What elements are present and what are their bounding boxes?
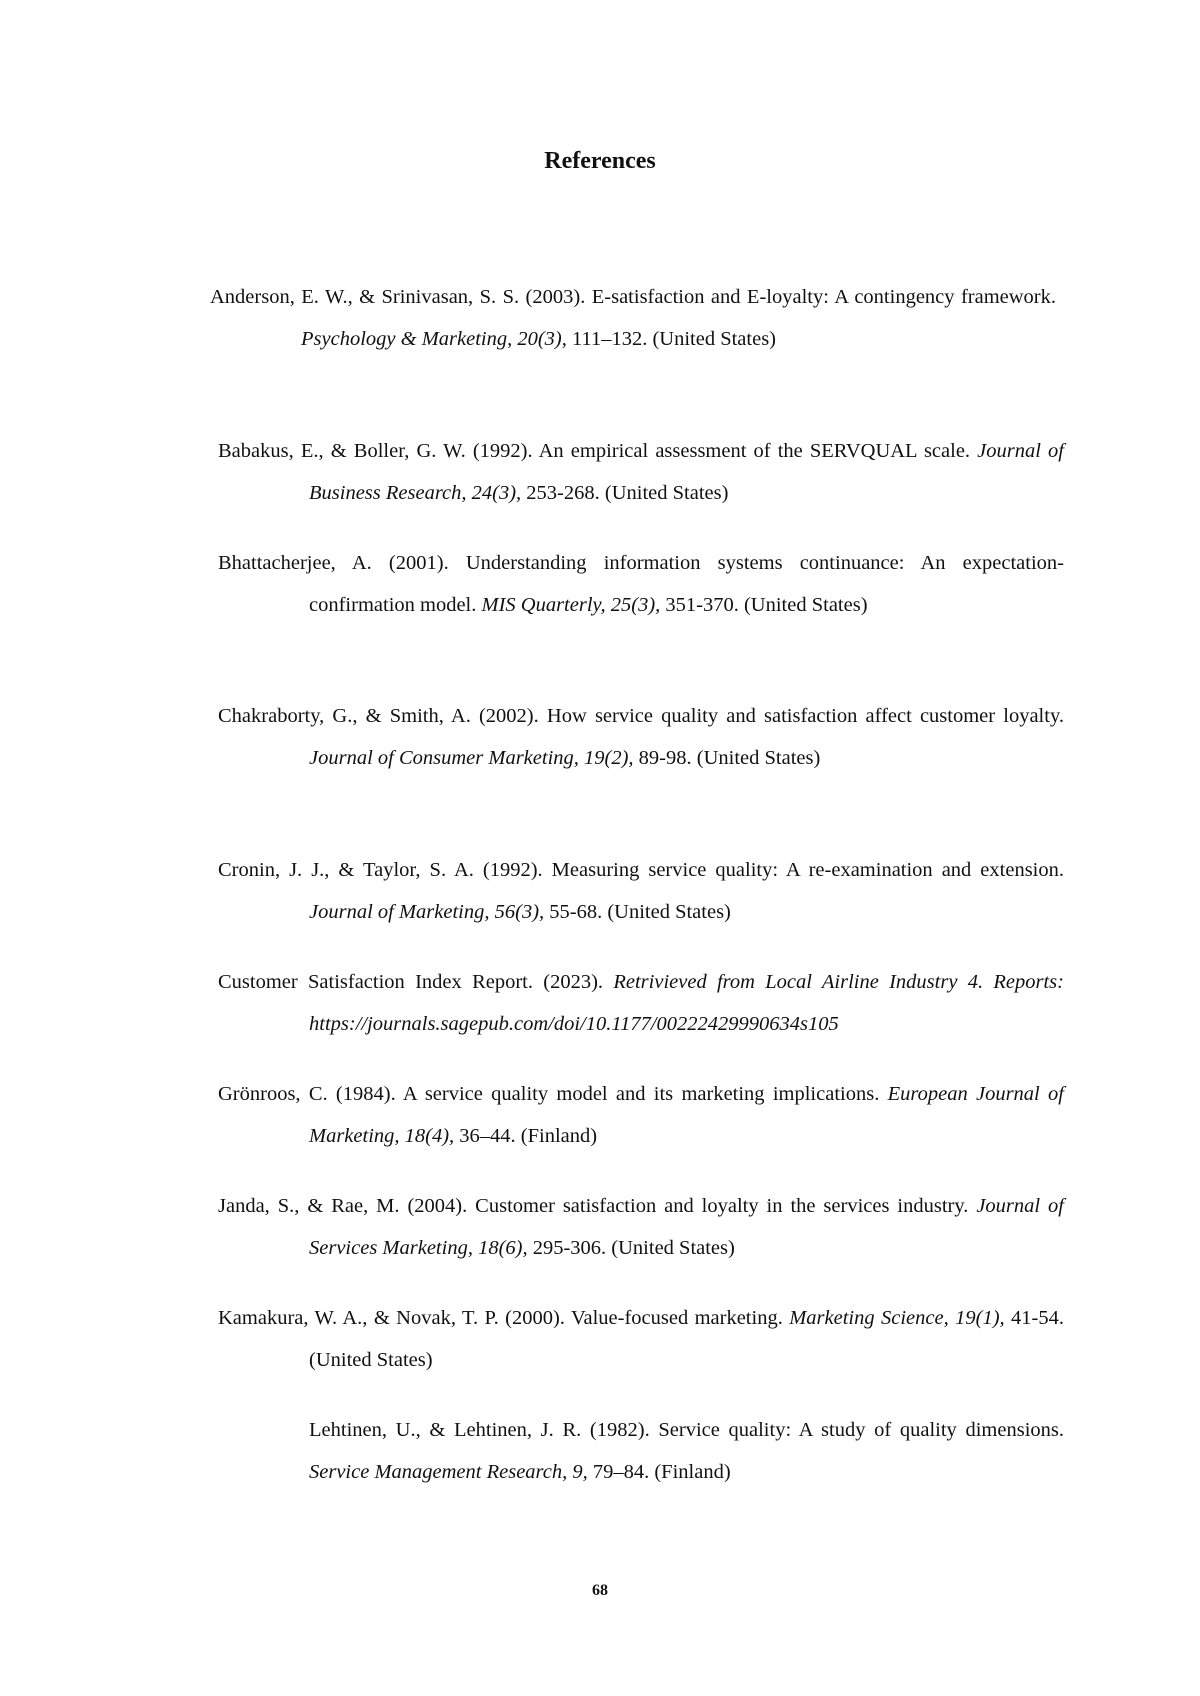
reference-source: Psychology & Marketing, 20(3),: [301, 328, 567, 350]
reference-entry: [218, 542, 1064, 626]
reference-source: Retrivieved from Local Airline Industry 4. Reports: https://journals.sagepub.com/doi/10.1177/00222429990634s105: [309, 971, 1064, 1035]
reference-source: Journal of Consumer Marketing, 19(2),: [309, 747, 634, 769]
reference-text: Janda, S., & Rae, M. (2004). Customer satisfaction and loyalty in the services industry.: [218, 1195, 977, 1217]
reference-entry: [218, 1297, 1064, 1381]
reference-source: Journal of Services Marketing, 18(6),: [309, 1195, 1064, 1259]
reference-text: 295-306. (United States): [527, 1237, 735, 1259]
page-title: References: [544, 148, 656, 174]
reference-text: Anderson, E. W., & Srinivasan, S. S. (2003). E-satisfaction and E-loyalty: A contingency framework.: [210, 286, 1056, 308]
reference-entry: [218, 961, 1064, 1045]
reference-entry: [218, 849, 1064, 933]
reference-text: 55-68. (United States): [544, 901, 731, 923]
reference-text: Bhattacherjee, A. (2001). Understanding information systems continuance: An expectation-confirmation model.: [218, 552, 1064, 616]
reference-text: Lehtinen, U., & Lehtinen, J. R. (1982). Service quality: A study of quality dimensions.: [309, 1419, 1064, 1441]
reference-text: 89-98. (United States): [633, 747, 821, 769]
reference-entry: [210, 276, 1056, 360]
reference-text: 79–84. (Finland): [587, 1461, 731, 1483]
reference-entry: [218, 1073, 1064, 1157]
reference-text: Babakus, E., & Boller, G. W. (1992). An empirical assessment of the SERVQUAL scale.: [218, 440, 978, 462]
reference-entry: [218, 1185, 1064, 1269]
reference-text: Customer Satisfaction Index Report. (2023).: [218, 971, 614, 993]
reference-text: 253-268. (United States): [521, 482, 729, 504]
reference-entry: [309, 1409, 1064, 1493]
reference-entry: [218, 430, 1064, 514]
page-number: 68: [592, 1582, 608, 1599]
reference-source: Journal of Business Research, 24(3),: [309, 440, 1064, 504]
reference-text: 111–132. (United States): [566, 328, 777, 350]
reference-text: 36–44. (Finland): [454, 1125, 598, 1147]
reference-source: Service Management Research, 9,: [309, 1461, 588, 1483]
reference-text: Cronin, J. J., & Taylor, S. A. (1992). Measuring service quality: A re-examination and extension.: [218, 859, 1064, 881]
reference-text: Grönroos, C. (1984). A service quality model and its marketing implications.: [218, 1083, 888, 1105]
reference-source: Journal of Marketing, 56(3),: [309, 901, 545, 923]
reference-text: 41-54. (United States): [309, 1307, 1065, 1371]
reference-text: Kamakura, W. A., & Novak, T. P. (2000). Value-focused marketing.: [218, 1307, 790, 1329]
reference-text: 351-370. (United States): [660, 594, 868, 616]
reference-source: Marketing Science, 19(1),: [789, 1307, 1005, 1329]
reference-entry: [218, 695, 1064, 779]
reference-text: Chakraborty, G., & Smith, A. (2002). How service quality and satisfaction affect customer loyalty.: [218, 705, 1064, 727]
reference-source: MIS Quarterly, 25(3),: [481, 594, 661, 616]
reference-source: European Journal of Marketing, 18(4),: [309, 1083, 1064, 1147]
